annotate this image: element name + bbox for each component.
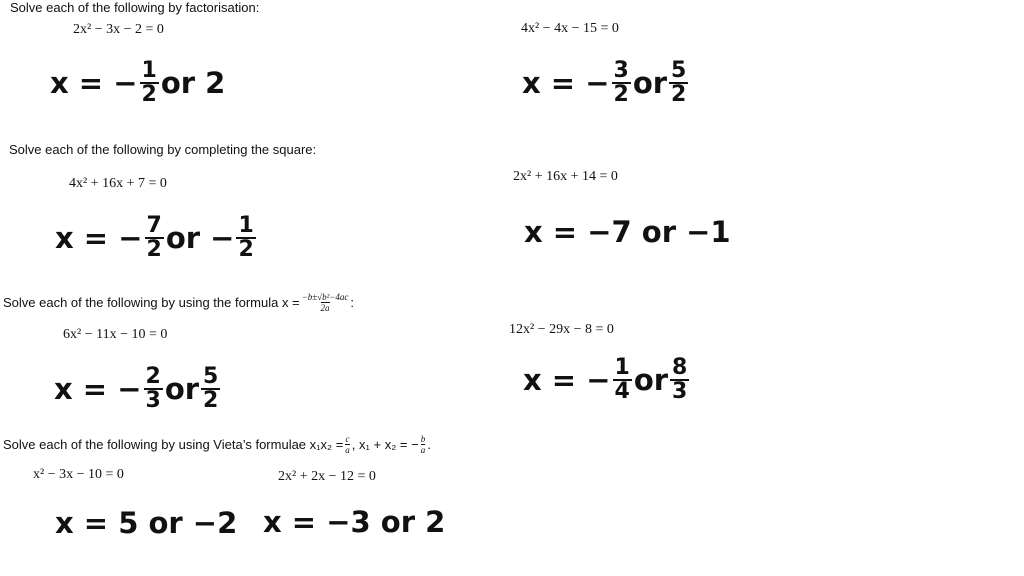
answer-formula-2 bbox=[523, 345, 691, 415]
fraction bbox=[612, 60, 631, 106]
fraction bbox=[145, 215, 164, 261]
answer-middle: or bbox=[632, 66, 668, 100]
fraction-numerator: 5 bbox=[203, 364, 219, 389]
fraction-numerator: 1 bbox=[614, 355, 630, 380]
product-denominator: a bbox=[345, 445, 350, 455]
answer-prefix: x = − bbox=[55, 221, 143, 255]
fraction bbox=[669, 60, 688, 106]
fraction-numerator: 3 bbox=[613, 58, 629, 83]
sum-denominator: a bbox=[420, 445, 426, 455]
equation-formula-2: 12x² − 29x − 8 = 0 bbox=[509, 322, 614, 337]
answer-factorisation-1 bbox=[50, 48, 225, 118]
fraction bbox=[670, 357, 689, 403]
heading-vieta-end: . bbox=[427, 437, 431, 452]
fraction bbox=[236, 215, 255, 261]
heading-vieta bbox=[3, 434, 431, 455]
equation-completing-square-2: 2x² + 16x + 14 = 0 bbox=[513, 169, 618, 184]
heading-formula-end: : bbox=[350, 295, 354, 310]
equation-vieta-1: x² − 3x − 10 = 0 bbox=[33, 467, 124, 482]
fraction-numerator: 2 bbox=[145, 364, 161, 389]
fraction-denominator: 2 bbox=[613, 82, 629, 107]
equation-formula-1: 6x² − 11x − 10 = 0 bbox=[63, 327, 168, 342]
answer-prefix: x = − bbox=[54, 372, 142, 406]
answer-vieta-1: x = 5 or −2 bbox=[55, 506, 238, 540]
heading-completing-square: Solve each of the following by completing the square: bbox=[9, 142, 317, 157]
fraction-numerator: 7 bbox=[146, 213, 162, 238]
product-numerator: c bbox=[345, 434, 350, 444]
fraction bbox=[144, 366, 163, 412]
formula-denominator: 2a bbox=[320, 303, 330, 313]
sum-numerator: b bbox=[420, 434, 426, 444]
fraction-denominator: 2 bbox=[141, 82, 157, 107]
fraction bbox=[613, 357, 632, 403]
fraction-numerator: 8 bbox=[672, 355, 688, 380]
fraction bbox=[201, 366, 220, 412]
heading-formula-text: Solve each of the following by using the formula x = bbox=[3, 295, 300, 310]
equation-vieta-2: 2x² + 2x − 12 = 0 bbox=[278, 469, 376, 484]
fraction-denominator: 2 bbox=[146, 237, 162, 262]
product-fraction bbox=[345, 434, 350, 455]
answer-vieta-2: x = −3 or 2 bbox=[263, 505, 446, 539]
answer-prefix: x = − bbox=[522, 66, 610, 100]
answer-completing-square-1 bbox=[55, 203, 258, 273]
fraction-denominator: 3 bbox=[672, 379, 688, 404]
equation-factorisation-1: 2x² − 3x − 2 = 0 bbox=[73, 22, 164, 37]
fraction bbox=[140, 60, 159, 106]
heading-vieta-mid: , x₁ + x₂ = − bbox=[351, 437, 419, 452]
formula-numerator: −b±√b²−4ac bbox=[301, 292, 349, 302]
answer-middle: or 2 bbox=[160, 66, 226, 100]
equation-completing-square-1: 4x² + 16x + 7 = 0 bbox=[69, 176, 167, 191]
fraction-numerator: 1 bbox=[238, 213, 254, 238]
fraction-denominator: 2 bbox=[671, 82, 687, 107]
fraction-denominator: 2 bbox=[203, 388, 219, 413]
fraction-numerator: 5 bbox=[671, 58, 687, 83]
quadratic-formula-fraction bbox=[302, 292, 349, 313]
heading-factorisation: Solve each of the following by factorisation: bbox=[10, 0, 260, 15]
heading-formula bbox=[3, 292, 354, 313]
fraction-numerator: 1 bbox=[141, 58, 157, 83]
fraction-denominator: 2 bbox=[238, 237, 254, 262]
answer-middle: or bbox=[164, 372, 200, 406]
equation-factorisation-2: 4x² − 4x − 15 = 0 bbox=[521, 21, 619, 36]
answer-middle: or − bbox=[165, 221, 235, 255]
fraction-denominator: 3 bbox=[145, 388, 161, 413]
fraction-denominator: 4 bbox=[614, 379, 630, 404]
sum-fraction bbox=[421, 434, 426, 455]
answer-prefix: x = − bbox=[523, 363, 611, 397]
answer-prefix: x = − bbox=[50, 66, 138, 100]
answer-middle: or bbox=[633, 363, 669, 397]
heading-vieta-text: Solve each of the following by using Vieta’s formulae x₁x₂ = bbox=[3, 437, 344, 452]
answer-completing-square-2: x = −7 or −1 bbox=[524, 215, 731, 249]
answer-factorisation-2 bbox=[522, 48, 690, 118]
answer-formula-1 bbox=[54, 354, 222, 424]
